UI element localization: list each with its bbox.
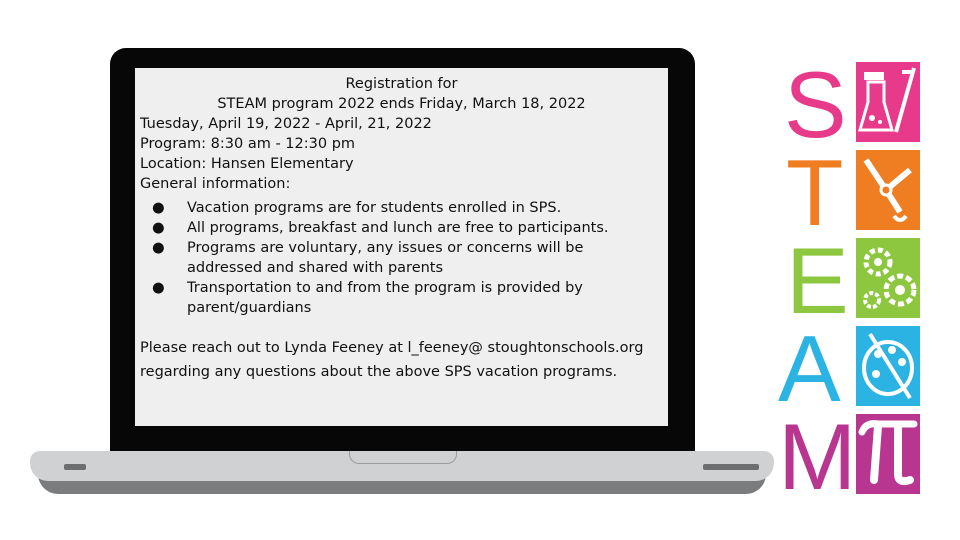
pi-icon bbox=[856, 414, 920, 494]
contact-info bbox=[135, 336, 668, 384]
program-dates: Tuesday, April 19, 2022 - April, 21, 2022 bbox=[140, 116, 432, 132]
paint-palette-icon bbox=[856, 326, 920, 406]
bullet-icon: ● bbox=[152, 200, 165, 216]
logo-letter-s: S bbox=[784, 52, 847, 157]
logo-letter-t: T bbox=[786, 140, 844, 245]
port-right bbox=[703, 464, 759, 470]
lab-flask-icon bbox=[856, 62, 920, 142]
logo-letter-e: E bbox=[786, 228, 849, 333]
trackpad-notch bbox=[349, 451, 457, 464]
list-item: ● All programs, breakfast and lunch are free to participants. bbox=[152, 220, 609, 236]
program-location: Location: Hansen Elementary bbox=[140, 156, 354, 172]
robot-arm-icon bbox=[856, 150, 920, 230]
bullet-icon: ● bbox=[152, 280, 165, 296]
info-list bbox=[135, 198, 668, 318]
program-time: Program: 8:30 am - 12:30 pm bbox=[140, 136, 356, 152]
logo-letter-m: M bbox=[778, 404, 857, 509]
general-info-heading: General information: bbox=[140, 176, 291, 192]
bullet-icon: ● bbox=[152, 240, 165, 256]
list-item: ● Programs are voluntary, any issues or concerns will be addressed and shared with parents bbox=[152, 240, 584, 276]
logo-letter-a: A bbox=[778, 316, 841, 421]
steam-logo bbox=[778, 52, 928, 509]
notice-title-line1: Registration for bbox=[345, 76, 458, 92]
contact-line1: Please reach out to Lynda Feeney at l_feeney@ stoughtonschools.org bbox=[140, 340, 644, 356]
list-item: ● Transportation to and from the program is provided by parent/guardians bbox=[152, 280, 583, 316]
list-item: ● Vacation programs are for students enrolled in SPS. bbox=[152, 200, 562, 216]
laptop-screen bbox=[135, 68, 668, 426]
contact-line2: regarding any questions about the above SPS vacation programs. bbox=[140, 364, 618, 380]
notice-title-line2: STEAM program 2022 ends Friday, March 18, 2022 bbox=[217, 96, 586, 112]
port-left bbox=[64, 464, 86, 470]
gears-icon bbox=[856, 238, 920, 318]
bullet-icon: ● bbox=[152, 220, 165, 236]
